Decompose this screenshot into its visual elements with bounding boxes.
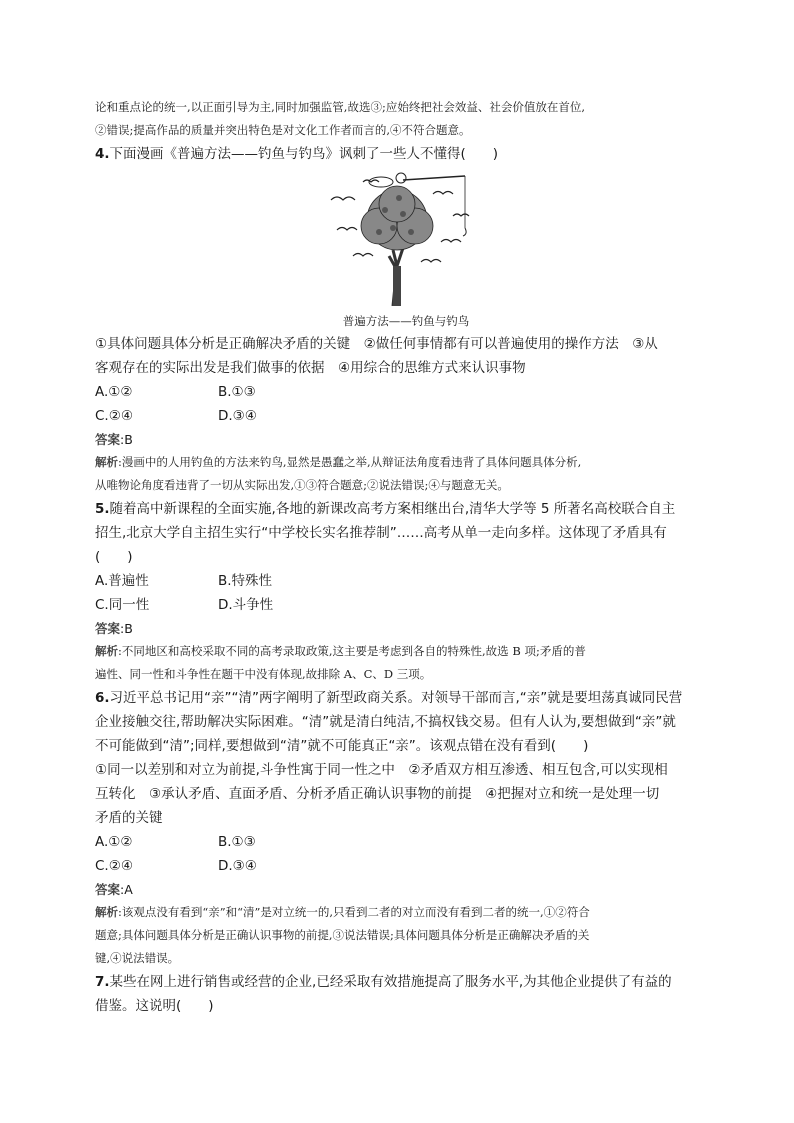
document-page bbox=[95, 96, 705, 1018]
answer-line bbox=[95, 428, 705, 451]
options-row bbox=[95, 380, 705, 404]
question-number: 7. bbox=[95, 974, 110, 990]
analysis-line: 从唯物论角度看违背了一切从实际出发,①③符合题意;②说法错误;④与题意无关。 bbox=[95, 478, 509, 492]
option-b: B.特殊性 bbox=[218, 573, 273, 589]
question-4-stem bbox=[95, 142, 705, 166]
question-number: 5. bbox=[95, 501, 110, 517]
answer-value: :B bbox=[120, 621, 133, 636]
question-text: 下面漫画《普遍方法——钓鱼与钓鸟》讽刺了一些人不懂得( ) bbox=[109, 146, 499, 162]
options-row bbox=[95, 569, 705, 593]
question-text: 借鉴。这说明( ) bbox=[95, 998, 214, 1014]
options-row bbox=[95, 404, 705, 428]
options-row bbox=[95, 854, 705, 878]
statement-line: 矛盾的关键 bbox=[95, 810, 163, 826]
option-d: D.斗争性 bbox=[218, 597, 274, 613]
question-number: 4. bbox=[95, 146, 110, 162]
question-text: 不可能做到“清”;同样,要想做到“清”就不可能真正“亲”。该观点错在没有看到( ) bbox=[95, 738, 589, 754]
analysis-label: 解析 bbox=[95, 455, 118, 469]
analysis-line: 键,④说法错误。 bbox=[95, 951, 180, 965]
analysis-label: 解析 bbox=[95, 644, 118, 658]
question-6-stem bbox=[95, 686, 705, 710]
option-b: B.①③ bbox=[218, 384, 256, 400]
question-text: 招生,北京大学自主招生实行“中学校长实名推荐制”……高考从单一走向多样。这体现了矛盾具有 bbox=[95, 525, 667, 541]
option-c: C.同一性 bbox=[95, 597, 150, 613]
question-text: 习近平总书记用“亲”“清”两字阐明了新型政商关系。对领导干部而言,“亲”就是要坦荡真诚同民营 bbox=[109, 690, 683, 706]
analysis-label: 解析 bbox=[95, 905, 118, 919]
option-b: B.①③ bbox=[218, 834, 256, 850]
question-text: 某些在网上进行销售或经营的企业,已经采取有效措施提高了服务水平,为其他企业提供了有益的 bbox=[109, 974, 672, 990]
analysis-line bbox=[95, 640, 705, 663]
option-d: D.③④ bbox=[218, 858, 257, 874]
analysis-text: :该观点没有看到“亲”和“清”是对立统一的,只看到二者的对立而没有看到二者的统一,①②符合 bbox=[118, 905, 590, 919]
analysis-text: :漫画中的人用钓鱼的方法来钓鸟,显然是愚蠢之举,从辩证法角度看违背了具体问题具体分析, bbox=[118, 455, 582, 469]
analysis-line: 遍性、同一性和斗争性在题干中没有体现,故排除 A、C、D 三项。 bbox=[95, 667, 432, 681]
statement-line: 客观存在的实际出发是我们做事的依据 ④用综合的思维方式来认识事物 bbox=[95, 360, 526, 376]
question-7-stem bbox=[95, 970, 705, 994]
options-row bbox=[95, 830, 705, 854]
option-a: A.①② bbox=[95, 384, 133, 400]
answer-value: :A bbox=[120, 882, 133, 897]
intro-line: 论和重点论的统一,以正面引导为主,同时加强监管,故选③;应始终把社会效益、社会价值放在首位, bbox=[95, 100, 585, 114]
question-text: 随着高中新课程的全面实施,各地的新课改高考方案相继出台,清华大学等 5 所著名高校联合自主 bbox=[109, 501, 676, 517]
question-text: ( ) bbox=[95, 549, 133, 565]
answer-value: :B bbox=[120, 432, 133, 447]
question-5-stem bbox=[95, 497, 705, 521]
answer-line bbox=[95, 878, 705, 901]
option-c: C.②④ bbox=[95, 858, 133, 874]
option-d: D.③④ bbox=[218, 408, 257, 424]
question-text: 企业接触交往,帮助解决实际困难。“清”就是清白纯洁,不搞权钱交易。但有人认为,要想做到“亲”就 bbox=[95, 714, 676, 730]
statement-line: 互转化 ③承认矛盾、直面矛盾、分析矛盾正确认识事物的前提 ④把握对立和统一是处理一切 bbox=[95, 786, 660, 802]
figure-caption: 普遍方法——钓鱼与钓鸟 bbox=[342, 314, 470, 328]
analysis-text: :不同地区和高校采取不同的高考录取政策,这主要是考虑到各自的特殊性,故选 B 项;矛盾的普 bbox=[118, 644, 586, 658]
options-row bbox=[95, 593, 705, 617]
cartoon-figure bbox=[95, 170, 705, 310]
question-number: 6. bbox=[95, 690, 110, 706]
answer-label: 答案 bbox=[95, 432, 121, 447]
intro-line: ②错误;提高作品的质量并突出特色是对文化工作者而言的,④不符合题意。 bbox=[95, 123, 471, 137]
option-c: C.②④ bbox=[95, 408, 133, 424]
analysis-line bbox=[95, 901, 705, 924]
statement-line: ①同一以差别和对立为前提,斗争性寓于同一性之中 ②矛盾双方相互渗透、相互包含,可以实现相 bbox=[95, 762, 668, 778]
answer-label: 答案 bbox=[95, 882, 121, 897]
option-a: A.①② bbox=[95, 834, 133, 850]
statement-line: ①具体问题具体分析是正确解决矛盾的关键 ②做任何事情都有可以普遍使用的操作方法 ③从 bbox=[95, 336, 658, 352]
analysis-line: 题意;具体问题具体分析是正确认识事物的前提,③说法错误;具体问题具体分析是正确解决矛盾的关 bbox=[95, 928, 590, 942]
answer-line bbox=[95, 617, 705, 640]
option-a: A.普遍性 bbox=[95, 573, 149, 589]
tree-birds-cartoon-image bbox=[323, 170, 483, 306]
answer-label: 答案 bbox=[95, 621, 121, 636]
analysis-line bbox=[95, 451, 705, 474]
